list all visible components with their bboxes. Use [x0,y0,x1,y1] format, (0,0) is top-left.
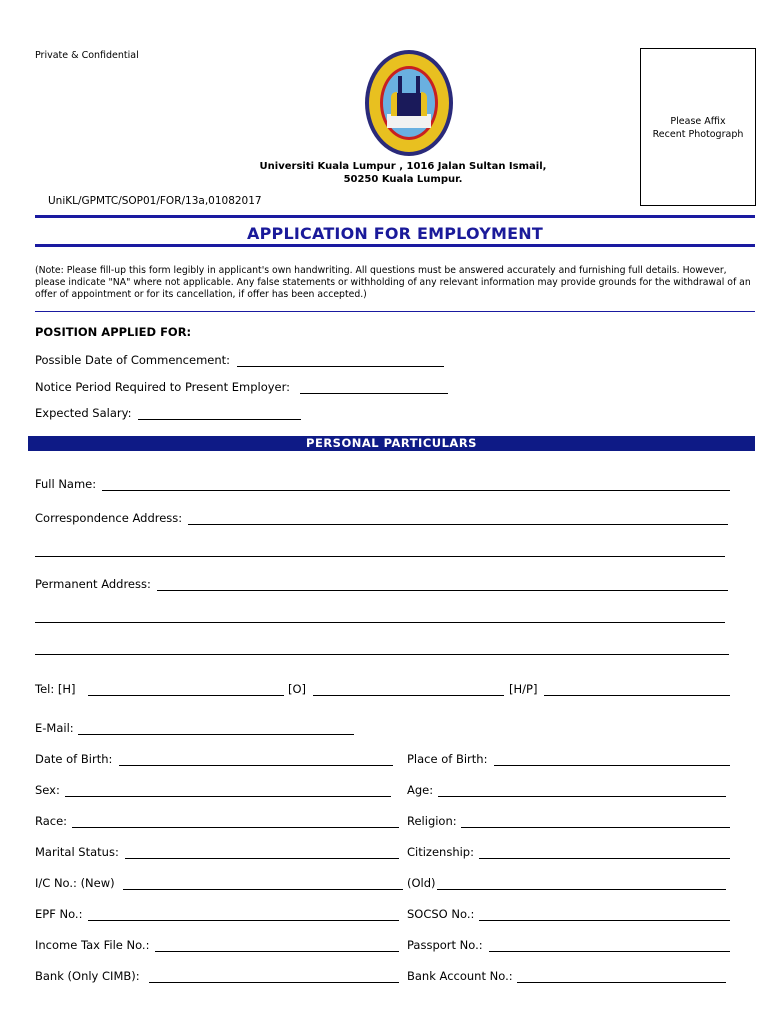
email-label: E-Mail: [35,721,74,735]
address-line-2: 50250 Kuala Lumpur. [343,174,463,185]
tel-office-label: [O] [288,682,307,696]
age-label: Age: [407,783,434,797]
epf-label: EPF No.: [35,907,83,921]
epf-field[interactable] [88,920,399,921]
ic-new-field[interactable] [123,889,403,890]
university-logo [363,48,455,158]
age-field[interactable] [438,796,726,797]
instructions-note: (Note: Please fill-up this form legibly in applicant's own handwriting. All questions must be answered accurately and furnishing full details. However, please indicate "NA" where not applicable. Any false statements or withholding of any relevant information may provide grounds for the withdrawal of an offer of appointment or for its cancellation, if offer has been accepted.) [35,265,751,300]
citizenship-label: Citizenship: [407,845,474,859]
title-divider [35,244,755,247]
bank-field[interactable] [149,982,399,983]
citizenship-field[interactable] [479,858,730,859]
tel-mobile-field[interactable] [544,695,730,696]
correspondence-address-label: Correspondence Address: [35,511,183,525]
tel-home-label: Tel: [H] [35,682,76,696]
dob-field[interactable] [119,765,393,766]
religion-field[interactable] [461,827,730,828]
tel-mobile-label: [H/P] [509,682,538,696]
photo-text-line-2: Recent Photograph [652,129,744,140]
pob-label: Place of Birth: [407,752,488,766]
permanent-address-label: Permanent Address: [35,577,151,591]
passport-label: Passport No.: [407,938,483,952]
position-heading: POSITION APPLIED FOR: [35,325,192,339]
personal-particulars-heading: PERSONAL PARTICULARS [306,436,477,450]
passport-field[interactable] [489,951,730,952]
expected-salary-label: Expected Salary: [35,406,132,420]
ic-old-label: (Old) [407,876,436,890]
income-tax-field[interactable] [155,951,399,952]
ic-old-field[interactable] [437,889,726,890]
correspondence-address-field-2[interactable] [35,556,725,557]
tel-office-field[interactable] [313,695,504,696]
religion-label: Religion: [407,814,457,828]
dob-label: Date of Birth: [35,752,113,766]
socso-field[interactable] [479,920,730,921]
tel-home-field[interactable] [88,695,284,696]
photo-text-line-1: Please Affix [670,116,726,127]
marital-status-label: Marital Status: [35,845,119,859]
full-name-field[interactable] [102,490,730,491]
commencement-field[interactable] [237,366,444,367]
permanent-address-field-3[interactable] [35,654,729,655]
form-title: APPLICATION FOR EMPLOYMENT [247,224,543,243]
commencement-label: Possible Date of Commencement: [35,353,231,367]
marital-status-field[interactable] [125,858,399,859]
ic-new-label: I/C No.: (New) [35,876,115,890]
income-tax-label: Income Tax File No.: [35,938,150,952]
bank-account-field[interactable] [517,982,726,983]
race-field[interactable] [72,827,399,828]
address-line-1: Universiti Kuala Lumpur , 1016 Jalan Sultan Ismail, [259,161,547,172]
photo-box [640,48,756,206]
confidential-label: Private & Confidential [35,50,139,61]
reference-code: UniKL/GPMTC/SOP01/FOR/13a,01082017 [48,195,262,207]
correspondence-address-field[interactable] [188,524,728,525]
socso-label: SOCSO No.: [407,907,475,921]
expected-salary-field[interactable] [138,419,301,420]
full-name-label: Full Name: [35,477,97,491]
university-address [200,160,606,186]
pob-field[interactable] [494,765,730,766]
permanent-address-field-2[interactable] [35,622,725,623]
sex-label: Sex: [35,783,60,797]
race-label: Race: [35,814,68,828]
notice-period-field[interactable] [300,393,448,394]
email-field[interactable] [78,734,354,735]
sex-field[interactable] [65,796,391,797]
bank-account-label: Bank Account No.: [407,969,513,983]
notice-period-label: Notice Period Required to Present Employer: [35,380,291,394]
note-divider [35,311,755,312]
top-divider [35,215,755,218]
permanent-address-field[interactable] [157,590,728,591]
personal-particulars-bar [28,436,755,451]
bank-label: Bank (Only CIMB): [35,969,140,983]
